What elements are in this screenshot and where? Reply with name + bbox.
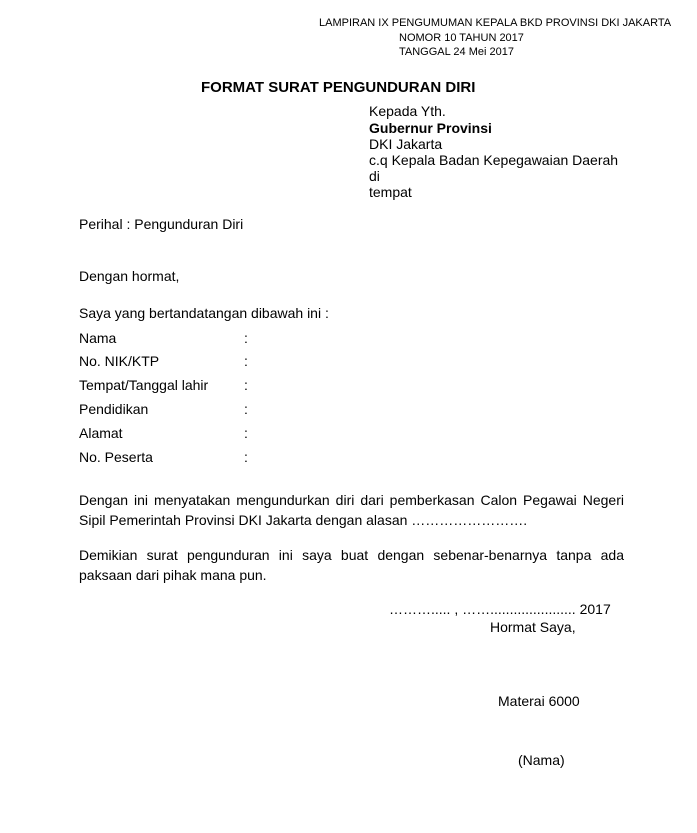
signer-name: (Nama) bbox=[518, 752, 565, 768]
field-label-peserta: No. Peserta bbox=[79, 449, 153, 465]
field-colon: : bbox=[244, 449, 248, 465]
recipient-line-4: c.q Kepala Badan Kepegawaian Daerah bbox=[369, 152, 619, 168]
recipient-line-1: Kepada Yth. bbox=[369, 103, 446, 119]
field-label-alamat: Alamat bbox=[79, 425, 123, 441]
field-colon: : bbox=[244, 330, 248, 346]
date-line: ………..... , ……...................... 2017 bbox=[389, 601, 611, 617]
header-line-2: NOMOR 10 TAHUN 2017 bbox=[399, 32, 524, 44]
closing-paragraph: Demikian surat pengunduran ini saya buat dengan sebenar-benarnya tanpa ada paksaan dari pihak mana pun. bbox=[79, 547, 624, 583]
field-colon: : bbox=[244, 425, 248, 441]
intro-text: Saya yang bertandatangan dibawah ini : bbox=[79, 305, 329, 321]
header-line-1: LAMPIRAN IX PENGUMUMAN KEPALA BKD PROVINSI DKI JAKARTA bbox=[319, 17, 672, 29]
recipient-line-5: di bbox=[369, 168, 380, 184]
subject-line: Perihal : Pengunduran Diri bbox=[79, 216, 244, 232]
field-label-nik: No. NIK/KTP bbox=[79, 353, 160, 369]
recipient-line-6: tempat bbox=[369, 184, 412, 200]
statement-paragraph: Dengan ini menyatakan mengundurkan diri dari pemberkasan Calon Pegawai Negeri Sipil Pemerintah Provinsi DKI Jakarta dengan alasan ……………………. bbox=[79, 492, 624, 528]
recipient-line-3: DKI Jakarta bbox=[369, 136, 443, 152]
field-colon: : bbox=[244, 401, 248, 417]
closing-salutation: Hormat Saya, bbox=[490, 619, 576, 635]
field-label-ttl: Tempat/Tanggal lahir bbox=[79, 377, 209, 393]
field-label-pendidikan: Pendidikan bbox=[79, 401, 149, 417]
header-line-3: TANGGAL 24 Mei 2017 bbox=[399, 46, 514, 58]
stamp-label: Materai 6000 bbox=[498, 693, 580, 709]
field-label-nama: Nama bbox=[79, 330, 117, 346]
field-colon: : bbox=[244, 353, 248, 369]
recipient-line-2: Gubernur Provinsi bbox=[369, 120, 492, 136]
document-title: FORMAT SURAT PENGUNDURAN DIRI bbox=[201, 79, 476, 96]
greeting: Dengan hormat, bbox=[79, 268, 180, 284]
field-colon: : bbox=[244, 377, 248, 393]
